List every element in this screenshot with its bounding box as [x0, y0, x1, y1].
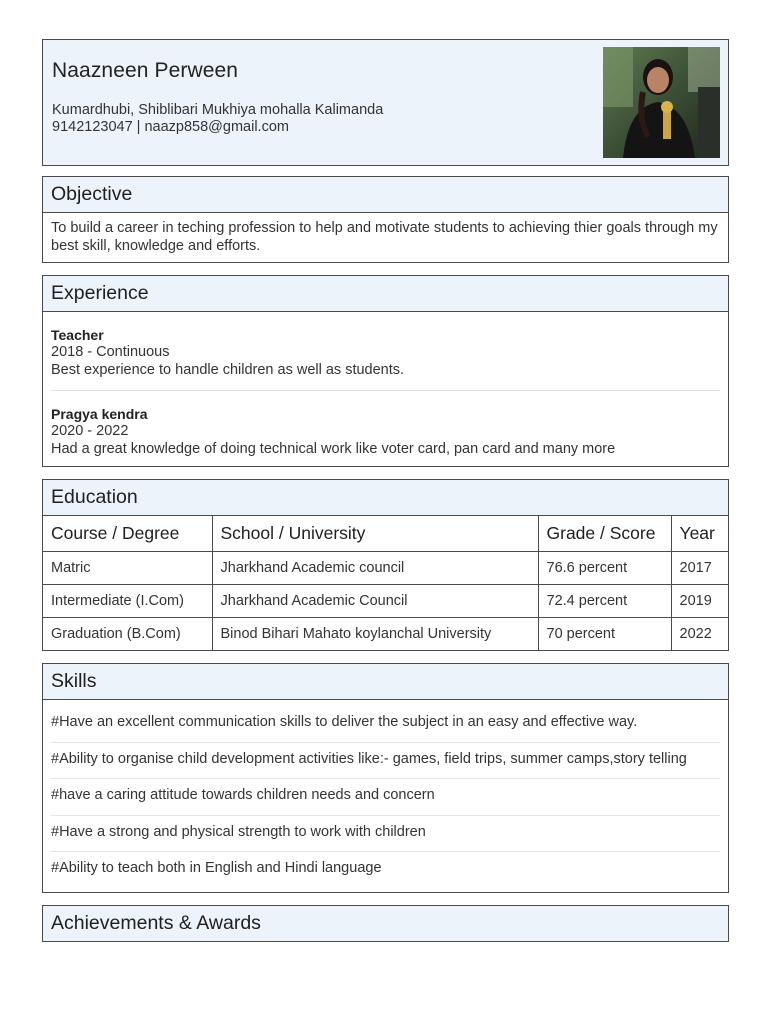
profile-header: [42, 39, 729, 166]
experience-period: 2020 - 2022: [51, 423, 129, 439]
objective-heading: Objective: [43, 177, 728, 213]
skills-list: [43, 700, 728, 892]
education-table: [43, 516, 728, 650]
objective-text: To build a career in teching profession to help and motivate students to achieving thier goals through my best skill, knowledge and efforts.: [51, 220, 718, 254]
experience-section: [42, 275, 729, 467]
cell-school: Jharkhand Academic council: [212, 552, 538, 585]
achievements-heading: Achievements & Awards: [43, 906, 728, 942]
cell-course: Intermediate (I.Com): [43, 585, 212, 618]
experience-description: Best experience to handle children as well as students.: [51, 361, 405, 378]
col-school: School / University: [212, 516, 538, 552]
education-header-row: [43, 516, 728, 552]
experience-role: Teacher: [51, 327, 104, 343]
col-year: Year: [671, 516, 728, 552]
education-heading: Education: [43, 480, 728, 516]
cell-year: 2019: [671, 585, 728, 618]
table-row: [43, 585, 728, 618]
cell-year: 2022: [679, 626, 712, 642]
cell-school: Binod Bihari Mahato koylanchal University: [212, 618, 538, 651]
table-row: [43, 618, 728, 651]
list-item: #have a caring attitude towards children needs and concern: [51, 779, 720, 816]
cell-school: Jharkhand Academic Council: [212, 585, 538, 618]
candidate-address: Kumardhubi, Shiblibari Mukhiya mohalla Kalimanda: [52, 102, 384, 118]
cell-grade: 70 percent: [538, 618, 671, 651]
achievements-section: [42, 905, 729, 942]
resume-page: [42, 39, 729, 968]
cell-course: Matric: [43, 552, 212, 585]
experience-item: [51, 326, 720, 379]
experience-description: Had a great knowledge of doing technical work like voter card, pan card and many more: [51, 440, 616, 457]
table-row: [43, 552, 728, 585]
objective-section: [42, 176, 729, 263]
candidate-contact: 9142123047 | naazp858@gmail.com: [52, 119, 289, 135]
experience-role: Pragya kendra: [51, 406, 148, 422]
experience-list: [43, 312, 728, 466]
skills-heading: Skills: [43, 664, 728, 700]
education-section: [42, 479, 729, 651]
experience-heading: Experience: [43, 276, 728, 312]
list-item: #Ability to organise child development activities like:- games, field trips, summer camps,story telling: [51, 743, 720, 780]
list-item: #Have an excellent communication skills to deliver the subject in an easy and effective way.: [51, 706, 720, 743]
cell-course: Graduation (B.Com): [43, 618, 212, 651]
cell-grade: 72.4 percent: [538, 585, 671, 618]
cell-grade: 76.6 percent: [538, 552, 671, 585]
experience-item: [51, 405, 720, 458]
candidate-name: Naazneen Perween: [52, 59, 239, 82]
skills-section: [42, 663, 729, 893]
cell-year: 2017: [671, 552, 728, 585]
list-item: #Have a strong and physical strength to work with children: [51, 816, 720, 853]
list-item: #Ability to teach both in English and Hindi language: [51, 860, 382, 876]
divider: [51, 390, 720, 391]
experience-period: 2018 - Continuous: [51, 344, 170, 360]
profile-photo: [603, 47, 720, 158]
col-course: Course / Degree: [43, 516, 212, 552]
col-grade: Grade / Score: [538, 516, 671, 552]
